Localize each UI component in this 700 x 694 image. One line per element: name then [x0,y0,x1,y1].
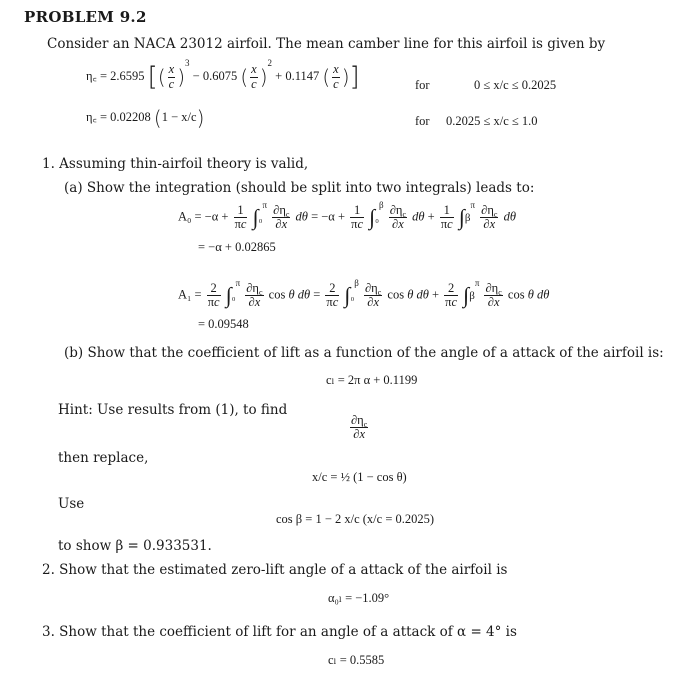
part1b-label: (b) Show that the coefficient of lift as a function of the angle of a attack of the airfoil is: [64,345,664,361]
problem-title: PROBLEM 9.2 [24,8,147,26]
camber-eq1-term3: + 0.1147 [275,68,320,83]
a1-result: = 0.09548 [198,317,249,331]
camber-eq1-lhs: η꜀ = 2.6595 [86,68,145,83]
then-replace: then replace, [58,450,149,466]
part1a-label: (a) Show the integration (should be split into two integrals) leads to: [64,180,535,196]
hint-text: Hint: Use results from (1), to find [58,402,288,418]
camber-eq1-range: 0 ≤ x/c ≤ 0.2025 [474,78,557,92]
camber-eq2-for: for [415,114,430,128]
a1-lhs: A₁ = [178,287,202,302]
a0-equation: A₀ = −α + $\frac{1}{\pi c}$ ∫₀$^\pi$ $\frac{\partial\eta c}{\partial x}$ dθ = −α + $\frac{1}{\pi c}$ ∫₀$^\beta$ $\frac{\partial\eta c}{\partial x}$ dθ + $\frac{1}{\pi c}$ $\int\beta^\pi$ $\frac{\partial\eta c}{\partial x}$ dθ [178,200,516,232]
a1-equation: A₁ = $\frac{2}{\pi c}$ ∫₀$^\pi$ $\frac{\partial\eta c}{\partial x}$ cos θ dθ = $\frac{2}{\pi c}$ ∫₀$^\beta$ $\frac{\partial\eta c}{\partial x}$ cos θ dθ + $\frac{2}{\pi c}$ $\int\beta^\pi$ $\frac{\partial\eta c}{\partial x}$ cos θ dθ [178,278,550,310]
problem-intro: Consider an NACA 23012 airfoil. The mean camber line for this airfoil is given by [47,36,606,52]
camber-eq1-term2: − 0.6075 [192,68,238,83]
cl-equation: cₗ = 2π α + 0.1199 [326,373,418,387]
camber-eq1-for: for [415,78,430,92]
part3-label: 3. Show that the coefficient of lift for an angle of a attack of α = 4° is [42,624,517,640]
camber-eq2-range: 0.2025 ≤ x/c ≤ 1.0 [446,114,538,128]
cl-4deg-equation: cₗ = 0.5585 [328,653,385,667]
a0-mid: = −α + [311,209,346,224]
part1-label: 1. Assuming thin-airfoil theory is valid, [42,156,309,172]
a0-lhs: A₀ = −α + [178,209,229,224]
show-beta: to show β = 0.933531. [58,538,212,554]
camber-eq2-body: 1 − x/c [161,109,197,124]
part2-label: 2. Show that the estimated zero-lift angle of a attack of the airfoil is [42,562,508,578]
zero-lift-equation: α₀ₗ = −1.09° [328,591,390,605]
camber-eq2-lhs: η꜀ = 0.02208 [86,109,151,124]
camber-equation-1: η꜀ = 2.6595 [( $\frac{x}{c}$ )$^3$ − 0.6075 ( $\frac{x}{c}$ )$^2$ + 0.1147 ( $\frac{x}{c}$ )] [86,58,360,92]
a0-result: = −α + 0.02865 [198,240,276,254]
camber-equation-2: η꜀ = 0.02208 (1 − x/c) [86,106,205,130]
use-label: Use [58,496,85,512]
substitution-equation: x/c = ½ (1 − cos θ) [312,470,407,484]
cos-beta-equation: cos β = 1 − 2 x/c (x/c = 0.2025) [276,512,435,526]
deta-dx: $\frac{\partial\eta c}{\partial x}$ [351,413,368,442]
